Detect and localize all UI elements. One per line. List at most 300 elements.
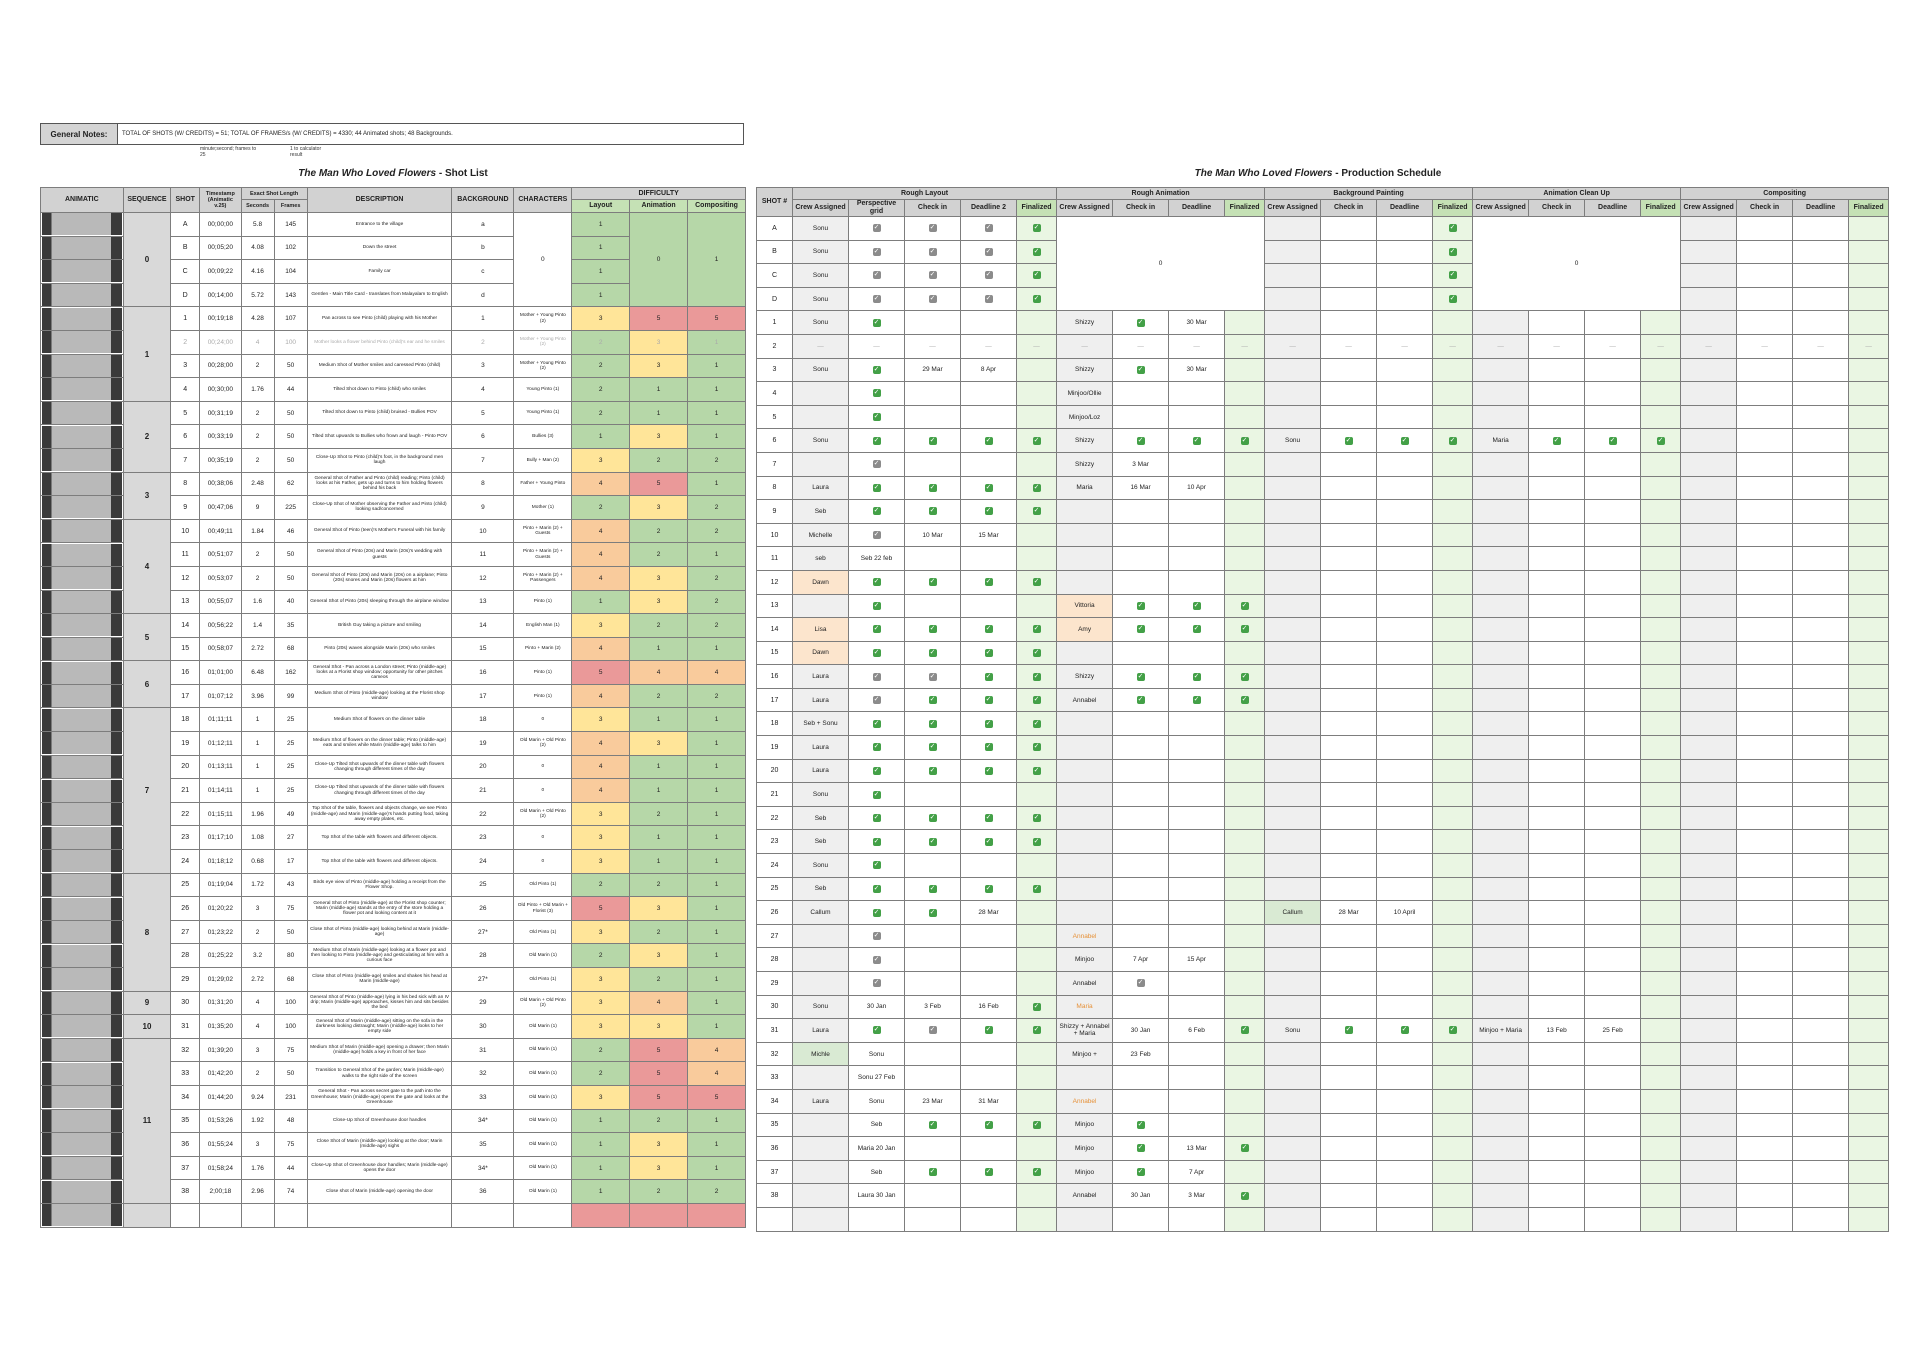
bp-crew[interactable] bbox=[1265, 217, 1321, 241]
animation-difficulty-cell[interactable]: 2 bbox=[630, 873, 688, 897]
bp-cell[interactable] bbox=[1321, 405, 1377, 429]
cu-crew[interactable] bbox=[1473, 618, 1529, 642]
cu-cell[interactable] bbox=[1529, 429, 1585, 453]
animatic-thumbnail[interactable] bbox=[41, 472, 124, 496]
shot-row[interactable] bbox=[41, 991, 746, 1015]
shot-row[interactable] bbox=[41, 519, 746, 543]
cp-crew[interactable] bbox=[1681, 1113, 1737, 1137]
animation-difficulty-cell[interactable]: 3 bbox=[630, 732, 688, 756]
cp-cell[interactable] bbox=[1793, 594, 1849, 618]
rl-cell[interactable] bbox=[961, 500, 1017, 524]
checked-checkbox-icon[interactable]: ✓ bbox=[1033, 766, 1040, 774]
schedule-shot-cell[interactable]: 5 bbox=[757, 405, 793, 429]
schedule-shot-cell[interactable]: 31 bbox=[757, 1019, 793, 1043]
rl-crew[interactable]: Sonu bbox=[793, 358, 849, 382]
cp-finalized[interactable] bbox=[1849, 1019, 1889, 1043]
rl-cell[interactable] bbox=[905, 830, 961, 854]
description-cell[interactable]: British Guy taking a picture and smiling bbox=[307, 614, 452, 638]
seconds-cell[interactable]: 1.6 bbox=[241, 590, 274, 614]
characters-cell[interactable]: Old Marin (1) bbox=[514, 1109, 572, 1133]
layout-difficulty-cell[interactable]: 2 bbox=[572, 378, 630, 402]
background-cell[interactable]: 31 bbox=[452, 1038, 514, 1062]
bp-finalized[interactable] bbox=[1433, 995, 1473, 1019]
cu-cell[interactable] bbox=[1585, 665, 1641, 689]
rl-finalized[interactable] bbox=[1017, 1184, 1057, 1208]
schedule-row[interactable] bbox=[757, 1184, 1889, 1208]
compositing-difficulty-cell[interactable]: 1 bbox=[688, 755, 746, 779]
bp-crew[interactable] bbox=[1265, 783, 1321, 807]
bp-crew[interactable] bbox=[1265, 570, 1321, 594]
cp-finalized[interactable] bbox=[1849, 1089, 1889, 1113]
checked-checkbox-icon[interactable]: ✓ bbox=[1033, 648, 1040, 656]
schedule-row[interactable] bbox=[757, 334, 1889, 358]
animatic-thumbnail[interactable] bbox=[41, 213, 124, 237]
cu-cell[interactable] bbox=[1529, 452, 1585, 476]
bp-cell[interactable] bbox=[1377, 1207, 1433, 1231]
animatic-thumbnail[interactable] bbox=[41, 708, 124, 732]
shot-cell[interactable]: 17 bbox=[171, 684, 200, 708]
bp-crew[interactable] bbox=[1265, 830, 1321, 854]
rl-cell[interactable]: 31 Mar bbox=[961, 1089, 1017, 1113]
cu-cell[interactable] bbox=[1529, 806, 1585, 830]
animatic-thumbnail[interactable] bbox=[41, 1133, 124, 1157]
ra-cell[interactable] bbox=[1113, 736, 1169, 760]
cu-crew[interactable] bbox=[1473, 854, 1529, 878]
bp-cell[interactable] bbox=[1321, 1042, 1377, 1066]
ra-crew[interactable] bbox=[1057, 1207, 1113, 1231]
rl-cell[interactable] bbox=[961, 429, 1017, 453]
cu-finalized[interactable] bbox=[1641, 1207, 1681, 1231]
cp-finalized[interactable] bbox=[1849, 924, 1889, 948]
ra-crew[interactable]: Annabel bbox=[1057, 972, 1113, 996]
cp-cell[interactable] bbox=[1793, 405, 1849, 429]
rl-crew[interactable] bbox=[793, 1160, 849, 1184]
bp-cell[interactable] bbox=[1377, 759, 1433, 783]
layout-difficulty-cell[interactable]: 1 bbox=[572, 590, 630, 614]
checked-checkbox-icon[interactable]: ✓ bbox=[1241, 1191, 1248, 1199]
rl-cell[interactable] bbox=[905, 665, 961, 689]
bp-cell[interactable] bbox=[1377, 1066, 1433, 1090]
description-cell[interactable]: Birds eye view of Pinto (middle-age) holding a receipt from the Flower Shop. bbox=[307, 873, 452, 897]
bp-finalized[interactable] bbox=[1433, 972, 1473, 996]
bp-cell[interactable] bbox=[1321, 736, 1377, 760]
sequence-cell[interactable]: 9 bbox=[123, 991, 171, 1015]
cp-crew[interactable] bbox=[1681, 1137, 1737, 1161]
compositing-difficulty-cell[interactable]: 1 bbox=[688, 802, 746, 826]
rl-finalized[interactable] bbox=[1017, 877, 1057, 901]
schedule-row[interactable] bbox=[757, 924, 1889, 948]
cp-cell[interactable] bbox=[1737, 830, 1793, 854]
cp-cell[interactable] bbox=[1793, 948, 1849, 972]
cp-finalized[interactable] bbox=[1849, 665, 1889, 689]
seconds-cell[interactable]: 3 bbox=[241, 1133, 274, 1157]
animatic-thumbnail[interactable] bbox=[41, 1015, 124, 1039]
compositing-difficulty-cell[interactable]: 1 bbox=[688, 779, 746, 803]
ra-crew[interactable]: Annabel bbox=[1057, 1089, 1113, 1113]
characters-cell[interactable]: 0 bbox=[514, 755, 572, 779]
bp-crew[interactable] bbox=[1265, 382, 1321, 406]
cu-crew[interactable]: — bbox=[1473, 334, 1529, 358]
rl-crew[interactable]: Michle bbox=[793, 1042, 849, 1066]
cu-crew[interactable] bbox=[1473, 688, 1529, 712]
background-cell[interactable]: 11 bbox=[452, 543, 514, 567]
checked-checkbox-icon[interactable]: ✓ bbox=[1033, 224, 1040, 232]
layout-difficulty-cell[interactable]: 1 bbox=[572, 1156, 630, 1180]
checked-checkbox-icon[interactable]: ✓ bbox=[1137, 601, 1144, 609]
checked-checkbox-icon[interactable]: ✓ bbox=[1033, 271, 1040, 279]
ra-finalized[interactable] bbox=[1225, 1089, 1265, 1113]
cp-cell[interactable] bbox=[1737, 476, 1793, 500]
rl-cell[interactable]: 23 Mar bbox=[905, 1089, 961, 1113]
cu-crew[interactable] bbox=[1473, 1089, 1529, 1113]
checked-checkbox-icon[interactable]: ✓ bbox=[1033, 1120, 1040, 1128]
cu-cell[interactable] bbox=[1585, 1160, 1641, 1184]
checkbox-icon[interactable]: ✓ bbox=[929, 295, 936, 303]
sequence-cell[interactable]: 3 bbox=[123, 472, 171, 519]
bp-finalized[interactable] bbox=[1433, 1160, 1473, 1184]
sequence-cell[interactable]: 2 bbox=[123, 401, 171, 472]
seconds-cell[interactable]: 0.68 bbox=[241, 850, 274, 874]
shot-cell[interactable]: 26 bbox=[171, 897, 200, 921]
checked-checkbox-icon[interactable]: ✓ bbox=[1137, 1168, 1144, 1176]
ra-crew[interactable] bbox=[1057, 877, 1113, 901]
bp-cell[interactable] bbox=[1321, 924, 1377, 948]
seconds-cell[interactable]: 1 bbox=[241, 708, 274, 732]
bp-cell[interactable] bbox=[1321, 1089, 1377, 1113]
checked-checkbox-icon[interactable]: ✓ bbox=[1033, 1002, 1040, 1010]
shot-cell[interactable]: 12 bbox=[171, 566, 200, 590]
cp-cell[interactable] bbox=[1793, 452, 1849, 476]
ra-finalized[interactable] bbox=[1225, 1207, 1265, 1231]
frames-cell[interactable]: 50 bbox=[274, 543, 307, 567]
checked-checkbox-icon[interactable]: ✓ bbox=[1241, 436, 1248, 444]
frames-cell[interactable]: 50 bbox=[274, 448, 307, 472]
ra-crew[interactable]: Amy bbox=[1057, 618, 1113, 642]
cu-finalized[interactable] bbox=[1641, 1160, 1681, 1184]
ra-cell[interactable] bbox=[1113, 618, 1169, 642]
rl-finalized[interactable] bbox=[1017, 972, 1057, 996]
rl-finalized[interactable] bbox=[1017, 1019, 1057, 1043]
cp-cell[interactable] bbox=[1793, 217, 1849, 241]
cp-cell[interactable] bbox=[1737, 806, 1793, 830]
bp-crew[interactable] bbox=[1265, 1042, 1321, 1066]
schedule-row[interactable] bbox=[757, 382, 1889, 406]
ra-finalized[interactable] bbox=[1225, 948, 1265, 972]
checked-checkbox-icon[interactable]: ✓ bbox=[929, 743, 936, 751]
bp-cell[interactable] bbox=[1377, 240, 1433, 264]
characters-cell[interactable]: Old Pinto (1) bbox=[514, 873, 572, 897]
schedule-row[interactable] bbox=[757, 665, 1889, 689]
layout-difficulty-cell[interactable]: 1 bbox=[572, 1133, 630, 1157]
layout-difficulty-cell[interactable]: 2 bbox=[572, 1038, 630, 1062]
layout-difficulty-cell[interactable]: 4 bbox=[572, 755, 630, 779]
compositing-difficulty-cell[interactable]: 1 bbox=[688, 1015, 746, 1039]
frames-cell[interactable]: 44 bbox=[274, 378, 307, 402]
col-sequence[interactable]: SEQUENCE bbox=[123, 188, 171, 213]
frames-cell[interactable]: 50 bbox=[274, 401, 307, 425]
description-cell[interactable]: General Shot of Marin (middle-age) sitting on the sofa in the darkness looking distraught; Marin (middle-age) looks to her empty side bbox=[307, 1015, 452, 1039]
shot-cell[interactable]: 38 bbox=[171, 1180, 200, 1204]
bp-crew[interactable] bbox=[1265, 1207, 1321, 1231]
compositing-difficulty-cell[interactable]: 1 bbox=[688, 968, 746, 992]
shot-cell[interactable]: 4 bbox=[171, 378, 200, 402]
bp-finalized[interactable] bbox=[1433, 806, 1473, 830]
shot-cell[interactable]: 20 bbox=[171, 755, 200, 779]
cp-cell[interactable] bbox=[1737, 901, 1793, 925]
shot-cell[interactable]: 2 bbox=[171, 330, 200, 354]
rl-cell[interactable] bbox=[905, 1066, 961, 1090]
background-cell[interactable]: 18 bbox=[452, 708, 514, 732]
cp-crew[interactable] bbox=[1681, 1207, 1737, 1231]
shot-cell[interactable]: 25 bbox=[171, 873, 200, 897]
col-seconds[interactable]: Seconds bbox=[241, 200, 274, 213]
description-cell[interactable]: Tilted Shot down to Pinto (child) who smiles bbox=[307, 378, 452, 402]
rl-crew[interactable] bbox=[793, 972, 849, 996]
bp-crew[interactable] bbox=[1265, 924, 1321, 948]
checked-checkbox-icon[interactable]: ✓ bbox=[929, 908, 936, 916]
bp-cell[interactable] bbox=[1377, 924, 1433, 948]
compositing-difficulty-cell[interactable]: 2 bbox=[688, 590, 746, 614]
bp-cell[interactable] bbox=[1321, 311, 1377, 335]
compositing-difficulty-cell[interactable]: 1 bbox=[688, 1156, 746, 1180]
bp-cell[interactable] bbox=[1321, 759, 1377, 783]
rl-cell[interactable]: 29 Mar bbox=[905, 358, 961, 382]
frames-cell[interactable]: 107 bbox=[274, 307, 307, 331]
cu-cell[interactable] bbox=[1529, 594, 1585, 618]
ra-cell[interactable]: 10 Apr bbox=[1169, 476, 1225, 500]
characters-cell[interactable]: Pinto (1) bbox=[514, 661, 572, 685]
bp-finalized[interactable] bbox=[1433, 1184, 1473, 1208]
ra-crew[interactable]: Shizzy bbox=[1057, 429, 1113, 453]
compositing-difficulty-cell[interactable]: 1 bbox=[688, 637, 746, 661]
animatic-thumbnail[interactable] bbox=[41, 1156, 124, 1180]
rl-cell[interactable] bbox=[961, 972, 1017, 996]
bp-crew[interactable] bbox=[1265, 311, 1321, 335]
bp-crew[interactable] bbox=[1265, 688, 1321, 712]
ra-finalized[interactable] bbox=[1225, 665, 1265, 689]
cp-cell[interactable] bbox=[1737, 995, 1793, 1019]
cu-crew[interactable] bbox=[1473, 948, 1529, 972]
cp-cell[interactable] bbox=[1793, 783, 1849, 807]
animation-difficulty-cell[interactable]: 3 bbox=[630, 897, 688, 921]
checked-checkbox-icon[interactable]: ✓ bbox=[929, 814, 936, 822]
seconds-cell[interactable]: 3.96 bbox=[241, 684, 274, 708]
checked-checkbox-icon[interactable]: ✓ bbox=[1193, 625, 1200, 633]
bp-cell[interactable] bbox=[1377, 688, 1433, 712]
col-timestamp[interactable]: Timestamp (Animatic v.25) bbox=[200, 188, 241, 213]
rl-cell[interactable] bbox=[905, 806, 961, 830]
bp-cell[interactable] bbox=[1321, 972, 1377, 996]
animatic-thumbnail[interactable] bbox=[41, 401, 124, 425]
frames-cell[interactable]: 40 bbox=[274, 590, 307, 614]
checked-checkbox-icon[interactable]: ✓ bbox=[1033, 814, 1040, 822]
cp-finalized[interactable] bbox=[1849, 901, 1889, 925]
layout-difficulty-cell[interactable]: 2 bbox=[572, 1062, 630, 1086]
cp-crew[interactable] bbox=[1681, 1019, 1737, 1043]
checked-checkbox-icon[interactable]: ✓ bbox=[1609, 436, 1616, 444]
rl-cell[interactable] bbox=[961, 240, 1017, 264]
ra-cell[interactable] bbox=[1169, 995, 1225, 1019]
bp-finalized[interactable] bbox=[1433, 523, 1473, 547]
col-animatic[interactable]: ANIMATIC bbox=[41, 188, 124, 213]
checkbox-icon[interactable]: ✓ bbox=[873, 696, 880, 704]
ra-cell[interactable] bbox=[1113, 972, 1169, 996]
schedule-shot-cell[interactable]: 2 bbox=[757, 334, 793, 358]
cp-finalized[interactable] bbox=[1849, 641, 1889, 665]
shot-row[interactable] bbox=[41, 307, 746, 331]
bp-finalized[interactable] bbox=[1433, 854, 1473, 878]
cu-cell[interactable] bbox=[1529, 759, 1585, 783]
rl-cell[interactable] bbox=[905, 1207, 961, 1231]
animatic-thumbnail[interactable] bbox=[41, 307, 124, 331]
cp-cell[interactable] bbox=[1737, 1042, 1793, 1066]
rl-cell[interactable] bbox=[961, 311, 1017, 335]
cp-crew[interactable] bbox=[1681, 382, 1737, 406]
schedule-shot-cell[interactable]: 22 bbox=[757, 806, 793, 830]
description-cell[interactable]: General Shot of Pinto (20s) sleeping through the airplane window bbox=[307, 590, 452, 614]
cp-crew[interactable] bbox=[1681, 1042, 1737, 1066]
description-cell[interactable]: General Shot of Father and Pinto (child) reading; Pinto (child) looks at his Father, gets up and turns to him holding flowers behind his back bbox=[307, 472, 452, 496]
seconds-cell[interactable]: 4 bbox=[241, 330, 274, 354]
layout-difficulty-cell[interactable]: 3 bbox=[572, 614, 630, 638]
animation-difficulty-cell[interactable]: 0 bbox=[630, 213, 688, 307]
shot-cell[interactable]: 24 bbox=[171, 850, 200, 874]
cp-crew[interactable] bbox=[1681, 476, 1737, 500]
ra-cell[interactable] bbox=[1113, 924, 1169, 948]
timestamp-cell[interactable]: 01;31;20 bbox=[200, 991, 241, 1015]
description-cell[interactable]: Close-Up Tilted Shot upwards of the dinner table with flowers changing through different times of the day bbox=[307, 755, 452, 779]
cu-finalized[interactable] bbox=[1641, 1066, 1681, 1090]
cu-cell[interactable] bbox=[1585, 1137, 1641, 1161]
bp-cell[interactable] bbox=[1377, 264, 1433, 288]
checkbox-icon[interactable]: ✓ bbox=[985, 271, 992, 279]
rl-cell[interactable] bbox=[849, 618, 905, 642]
rl-cell[interactable] bbox=[905, 1113, 961, 1137]
ra-crew[interactable]: Maria bbox=[1057, 995, 1113, 1019]
cu-finalized[interactable] bbox=[1641, 1042, 1681, 1066]
cu-cell[interactable] bbox=[1529, 570, 1585, 594]
checked-checkbox-icon[interactable]: ✓ bbox=[873, 908, 880, 916]
cu-finalized[interactable] bbox=[1641, 1137, 1681, 1161]
cp-cell[interactable] bbox=[1737, 1113, 1793, 1137]
animatic-thumbnail[interactable] bbox=[41, 1180, 124, 1204]
ra-finalized[interactable] bbox=[1225, 854, 1265, 878]
ra-cell[interactable]: 30 Mar bbox=[1169, 358, 1225, 382]
ra-cell[interactable]: 3 Mar bbox=[1113, 452, 1169, 476]
seconds-cell[interactable]: 2 bbox=[241, 448, 274, 472]
description-cell[interactable]: Medium Shot of flowers on the dinner table; Pinto (middle-age) eats and smiles while Marin (middle-age) talks to him bbox=[307, 732, 452, 756]
cu-cell[interactable] bbox=[1529, 618, 1585, 642]
cu-cell[interactable] bbox=[1529, 877, 1585, 901]
seconds-cell[interactable]: 1.72 bbox=[241, 873, 274, 897]
schedule-row[interactable] bbox=[757, 854, 1889, 878]
schedule-shot-cell[interactable]: A bbox=[757, 217, 793, 241]
cp-crew[interactable] bbox=[1681, 665, 1737, 689]
bp-cell[interactable] bbox=[1377, 1184, 1433, 1208]
cp-crew[interactable] bbox=[1681, 1066, 1737, 1090]
bp-cell[interactable] bbox=[1377, 948, 1433, 972]
schedule-shot-cell[interactable]: 25 bbox=[757, 877, 793, 901]
seconds-cell[interactable]: 1.08 bbox=[241, 826, 274, 850]
timestamp-cell[interactable]: 01;20;22 bbox=[200, 897, 241, 921]
cp-crew[interactable] bbox=[1681, 924, 1737, 948]
sequence-cell[interactable]: 11 bbox=[123, 1038, 171, 1203]
compositing-difficulty-cell[interactable]: 1 bbox=[688, 991, 746, 1015]
animatic-thumbnail[interactable] bbox=[41, 614, 124, 638]
description-cell[interactable]: General Shot - Pan across a London street; Pinto (middle-age) looks at a Florist shop window; opportunity for other pitches cameos bbox=[307, 661, 452, 685]
shot-cell[interactable]: 32 bbox=[171, 1038, 200, 1062]
cu-cell[interactable] bbox=[1585, 1089, 1641, 1113]
ra-cell[interactable] bbox=[1113, 523, 1169, 547]
compositing-difficulty-cell[interactable]: 5 bbox=[688, 307, 746, 331]
checked-checkbox-icon[interactable]: ✓ bbox=[1137, 1120, 1144, 1128]
rl-cell[interactable] bbox=[849, 1207, 905, 1231]
cp-cell[interactable] bbox=[1793, 311, 1849, 335]
rl-finalized[interactable] bbox=[1017, 688, 1057, 712]
animation-difficulty-cell[interactable]: 1 bbox=[630, 708, 688, 732]
ra-finalized[interactable] bbox=[1225, 618, 1265, 642]
checked-checkbox-icon[interactable]: ✓ bbox=[929, 719, 936, 727]
description-cell[interactable]: Top Shot of the table with flowers and different objects. bbox=[307, 850, 452, 874]
bp-finalized[interactable] bbox=[1433, 948, 1473, 972]
schedule-row[interactable] bbox=[757, 1207, 1889, 1231]
cp-finalized[interactable] bbox=[1849, 736, 1889, 760]
description-cell[interactable]: Close Shot of Pinto (middle-age) looking behind at Marin (middle-age) bbox=[307, 920, 452, 944]
cp-finalized[interactable] bbox=[1849, 830, 1889, 854]
ra-cell[interactable] bbox=[1169, 712, 1225, 736]
rl-cell[interactable]: — bbox=[849, 334, 905, 358]
cu-finalized[interactable] bbox=[1641, 570, 1681, 594]
ra-crew[interactable]: Vittoria bbox=[1057, 594, 1113, 618]
cu-crew[interactable] bbox=[1473, 806, 1529, 830]
bp-finalized[interactable] bbox=[1433, 759, 1473, 783]
animation-difficulty-cell[interactable]: 1 bbox=[630, 779, 688, 803]
cp-cell[interactable] bbox=[1737, 429, 1793, 453]
cu-cell[interactable] bbox=[1529, 995, 1585, 1019]
rl-cell[interactable] bbox=[849, 500, 905, 524]
cu-cell[interactable] bbox=[1529, 1066, 1585, 1090]
characters-cell[interactable]: Old Marin + Old Pinto (2) bbox=[514, 802, 572, 826]
animation-difficulty-cell[interactable]: 3 bbox=[630, 1015, 688, 1039]
schedule-row[interactable] bbox=[757, 500, 1889, 524]
bp-cell[interactable] bbox=[1377, 476, 1433, 500]
shot-cell[interactable]: 33 bbox=[171, 1062, 200, 1086]
rl-cell[interactable] bbox=[961, 594, 1017, 618]
cu-finalized[interactable] bbox=[1641, 688, 1681, 712]
ra-crew[interactable] bbox=[1057, 712, 1113, 736]
cp-finalized[interactable] bbox=[1849, 287, 1889, 311]
rl-cell[interactable] bbox=[961, 924, 1017, 948]
rl-finalized[interactable] bbox=[1017, 854, 1057, 878]
cu-cell[interactable] bbox=[1529, 736, 1585, 760]
frames-cell[interactable]: 104 bbox=[274, 260, 307, 284]
bp-cell[interactable] bbox=[1321, 1207, 1377, 1231]
checkbox-icon[interactable]: ✓ bbox=[873, 460, 880, 468]
checked-checkbox-icon[interactable]: ✓ bbox=[1193, 672, 1200, 680]
bp-cell[interactable] bbox=[1377, 358, 1433, 382]
rl-cell[interactable] bbox=[961, 1160, 1017, 1184]
sequence-cell[interactable]: 10 bbox=[123, 1015, 171, 1039]
checkbox-icon[interactable]: ✓ bbox=[985, 247, 992, 255]
cp-cell[interactable] bbox=[1793, 665, 1849, 689]
checked-checkbox-icon[interactable]: ✓ bbox=[1137, 672, 1144, 680]
background-cell[interactable]: 17 bbox=[452, 684, 514, 708]
bp-cell[interactable] bbox=[1321, 500, 1377, 524]
ra-cell[interactable] bbox=[1113, 641, 1169, 665]
animatic-thumbnail[interactable] bbox=[41, 590, 124, 614]
background-cell[interactable]: 21 bbox=[452, 779, 514, 803]
sequence-cell[interactable]: 6 bbox=[123, 661, 171, 708]
